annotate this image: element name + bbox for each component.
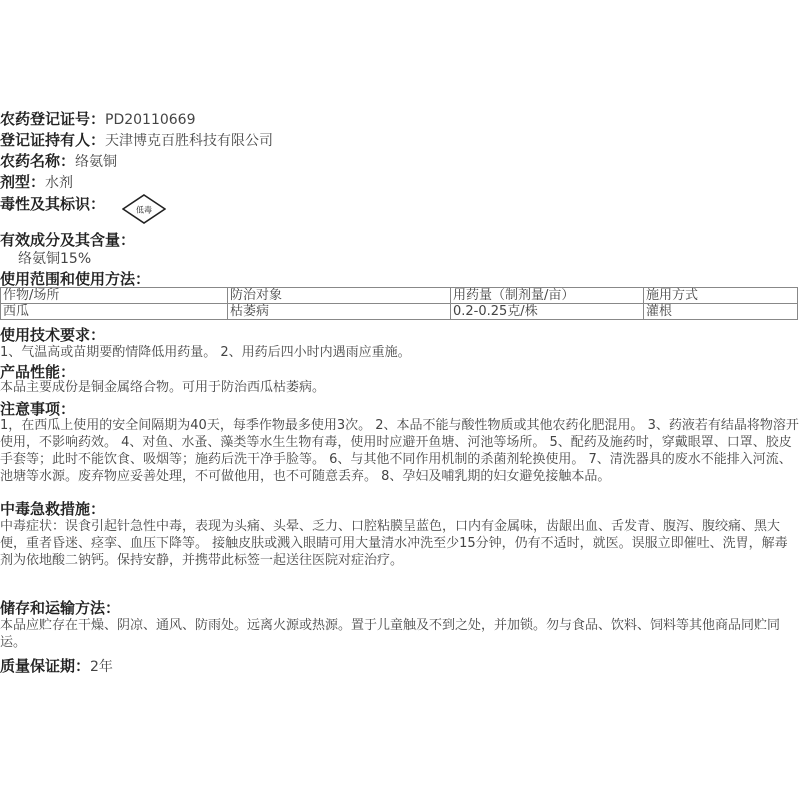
usage-table xyxy=(0,287,798,320)
technical-requirements-text: 1、气温高或苗期要酌情降低用药量。 2、用药后四小时内遇雨应重施。 xyxy=(0,345,411,360)
active-ingredient-row xyxy=(18,248,91,268)
storage-label: 储存和运输方法： xyxy=(0,599,121,617)
table-row xyxy=(1,304,798,320)
usage-table-cell: 灌根 xyxy=(644,304,798,320)
usage-table-cell: 西瓜 xyxy=(1,304,228,320)
shelf-life-value: 2年 xyxy=(90,659,113,675)
formulation-row xyxy=(0,171,73,192)
active-ingredient-label: 有效成分及其含量： xyxy=(0,231,136,249)
shelf-life-row xyxy=(0,655,113,676)
usage-table-header-row xyxy=(1,288,798,304)
technical-requirements-label: 使用技术要求： xyxy=(0,326,106,344)
registration-no-value: PD20110669 xyxy=(105,112,196,128)
performance-label: 产品性能： xyxy=(0,363,76,381)
holder-value: 天津博克百胜科技有限公司 xyxy=(105,133,274,149)
precautions-heading-row xyxy=(0,398,75,419)
holder-row xyxy=(0,129,273,150)
registration-no-row xyxy=(0,108,196,129)
usage-table-header-cell: 防治对象 xyxy=(228,288,451,304)
first-aid-heading-row xyxy=(0,498,105,519)
toxicity-row xyxy=(0,193,105,214)
toxicity-badge-text: 低毒 xyxy=(136,205,152,215)
precautions-text: 1，在西瓜上使用的安全间隔期为40天，每季作物最多使用3次。 2、本品不能与酸性物质或其他农药化肥混用。 3、药液若有结晶将物溶开使用，不影响药效。 4、对鱼、水蚤、藻类等水生生物有毒，使用时应避开鱼塘、河池等场所。 5、配药及施药时，穿戴眼罩、口罩、胶皮手套等；此时不能饮食、吸烟等；施药后洗干净手脸等。 6、与其他不同作用机制的杀菌剂轮换使用。 7、清洗器具的废水不能排入河流、池塘等水源。废弃物应妥善处理，不可做他用，也不可随意丢弃。 8、孕妇及哺乳期的妇女避免接触本品。 xyxy=(0,418,799,484)
usage-table-header-cell: 用药量（制剂量/亩） xyxy=(451,288,644,304)
usage-label: 使用范围和使用方法： xyxy=(0,270,151,288)
registration-no-label: 农药登记证号： xyxy=(0,110,106,128)
storage-heading-row xyxy=(0,597,120,618)
precautions-label: 注意事项： xyxy=(0,400,76,418)
formulation-value: 水剂 xyxy=(45,175,74,191)
usage-table-header-cell: 施用方式 xyxy=(644,288,798,304)
formulation-label: 剂型： xyxy=(0,173,46,191)
toxicity-label: 毒性及其标识： xyxy=(0,195,106,213)
usage-heading-row xyxy=(0,268,150,289)
shelf-life-label: 质量保证期： xyxy=(0,657,91,675)
low-toxicity-badge-icon xyxy=(122,194,166,224)
first-aid-label: 中毒急救措施： xyxy=(0,500,106,518)
storage-text: 本品应贮存在干燥、阴凉、通风、防雨处。远离火源或热源。置于儿童触及不到之处，并加锁。勿与食品、饮料、饲料等其他商品同贮同运。 xyxy=(0,618,781,650)
active-ingredient-value: 络氨铜15% xyxy=(18,251,92,267)
pesticide-name-row xyxy=(0,150,117,171)
active-ingredient-heading-row xyxy=(0,229,135,250)
usage-table-header-cell: 作物/场所 xyxy=(1,288,228,304)
holder-label: 登记证持有人： xyxy=(0,131,106,149)
performance-text: 本品主要成份是铜金属络合物。可用于防治西瓜枯萎病。 xyxy=(0,380,326,395)
usage-table-cell: 枯萎病 xyxy=(228,304,451,320)
technical-requirements-heading-row xyxy=(0,324,105,345)
usage-table-cell: 0.2-0.25克/株 xyxy=(451,304,644,320)
pesticide-name-label: 农药名称： xyxy=(0,152,76,170)
pesticide-name-value: 络氨铜 xyxy=(75,154,118,170)
first-aid-text: 中毒症状：误食引起针急性中毒，表现为头痛、头晕、乏力、口腔粘膜呈蓝色，口内有金属味，齿龈出血、舌发青、腹泻、腹绞痛、黑大便，重者昏迷、痉挛、血压下降等。 接触皮肤或溅入眼睛可用大量清水冲洗至少15分钟，仍有不适时，就医。误服立即催吐、洗胃，解毒剂为依地酸二钠钙。保持安静，并携带此标签一起送往医院对症治疗。 xyxy=(0,519,788,568)
